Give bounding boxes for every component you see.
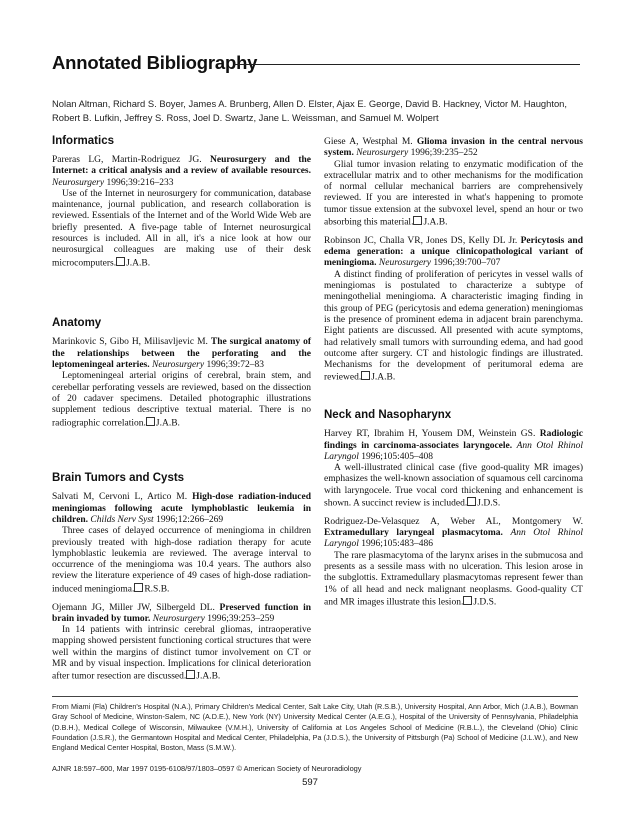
abstract [52, 526, 311, 595]
citation-title: Pericytosis and edema generation: a unique clinicopathological variant of meningioma. [324, 235, 583, 269]
reviewer-initials: J.D.S. [477, 498, 501, 509]
citation-title: Glioma invasion in the central nervous system. [324, 137, 583, 159]
abstract-text: A well-illustrated clinical case (five good-quality MR images) emphasizes the well-known association of squamous cell carcinoma with laryngocele. True vocal cord thickening and enhancement is shown. A succinct review is included. [324, 463, 583, 509]
citation-ref: 1996;39:235–252 [410, 148, 478, 159]
end-mark-icon [134, 583, 143, 592]
citation-title: Neurosurgery and the Internet: a critical analysis and a review of available resources. [52, 155, 311, 177]
abstract [52, 371, 311, 429]
citation [324, 517, 583, 551]
citation-title: Extramedullary laryngeal plasmacytoma. [324, 528, 503, 539]
reviewer-initials: J.A.B. [423, 217, 448, 228]
citation [52, 337, 311, 371]
citation-title: The surgical anatomy of the relationships between the perforating and the leptomeningeal arteries. [52, 337, 312, 371]
citation-ref: 1996;39:72–83 [206, 360, 264, 371]
abstract [324, 160, 583, 229]
bib-entry [52, 492, 311, 595]
bib-entry [52, 155, 311, 269]
abstract-text: Leptomeningeal arterial origins of cerebral, brain stem, and cerebellar perforating vessels are reviewed, based on the dissection of 20 cadaver specimens. Detailed photographic illustrations supplement tedious descriptive textual material. There is no radiographic correlation. [52, 371, 311, 429]
end-mark-icon [467, 497, 476, 506]
reviewer-initials: J.A.B. [155, 418, 180, 429]
bib-entry [52, 337, 311, 429]
abstract [324, 551, 583, 609]
citation-journal: Neurosurgery [52, 177, 105, 188]
citation-authors: Robinson JC, Challa VR, Jones DS, Kelly DL Jr. [324, 235, 518, 246]
bib-entry [324, 137, 583, 229]
end-mark-icon [186, 670, 195, 679]
reviewer-initials: R.S.B. [144, 584, 170, 595]
end-mark-icon [361, 371, 370, 380]
journal-citation-line: AJNR 18:597–600, Mar 1997 0195-6108/97/1803–0597 © American Society of Neuroradiology [52, 764, 362, 773]
abstract-text: Glial tumor invasion relating to enzymatic modification of the extracellular matrix and to other mechanisms for the modification of normal cellular mechanical barriers are comprehensively reviewed. If you are interested in what's happening to promote tumor tissue extension at the subvoxel level, spend an hour or two absorbing this material. [324, 159, 583, 228]
citation [324, 429, 583, 463]
bib-entry [324, 236, 583, 384]
abstract-text: A distinct finding of proliferation of pericytes in vessel walls of meningiomas is postulated to characterize a subtype of meningothelial meningioma. A characteristic imaging finding in this group of PEG (pericytosis and edema generation) meningiomas is the presence of prominent edema in adjacent brain parenchyma. Eight patients are discussed. All presented with acute symptoms, had relatively small tumors with surrounding edema, and had good outcome after surgery. CT and histologic findings are illustrated. Mechanisms for the development of peritumoral edema are reviewed. [324, 269, 583, 383]
citation-authors: Ojemann JG, Miller JW, Silbergeld DL. [52, 602, 215, 613]
end-mark-icon [146, 417, 155, 426]
reviewer-initials: J.A.B. [126, 258, 151, 269]
citation-ref: 1996;105:483–486 [361, 539, 433, 550]
section-heading-neck: Neck and Nasopharynx [324, 409, 452, 422]
left-column [52, 134, 311, 683]
right-column [324, 137, 583, 609]
citation-journal: Neurosurgery [152, 613, 205, 624]
citation [324, 236, 583, 270]
citation-authors: Rodriguez-De-Velasquez A, Weber AL, Montgomery W. [324, 516, 583, 527]
section-heading-informatics: Informatics [52, 135, 114, 147]
affiliations: From Miami (Fla) Children's Hospital (N.A.), Primary Children's Medical Center, Salt Lake City, Utah (R.S.B.), University Hospital, Ann Arbor, Mich (J.A.B.), Bowman Gray School of Medicine, Winston-Salem, NC (A.D.E.), New York (NY) University Medical Center (A.E.G.), Hospital of the University of Pennsylvania, Philadelphia (D.B.H.), Medical College of Wisconsin, Milwaukee (V.M.H.), University of California at Los Angeles School of Medicine (R.B.L.), the Cleveland (Ohio) Clinic Foundation (J.S.R.), the Germantown Hospital and Medical Center, Philadelphia, Pa (J.D.S.), the University of Pittsburgh (Pa) School of Medicine (J.L.W.), and New England Medical Center Hospital, Boston, Mass (S.M.W.). [52, 702, 578, 753]
citation-journal: Ann Otol Rhinol Laryngol [324, 440, 583, 462]
section-heading-anatomy: Anatomy [52, 317, 102, 330]
citation-ref: 1996;39:700–707 [433, 258, 501, 269]
abstract-text: Use of the Internet in neurosurgery for communication, database maintenance, journal publication, and research collaboration is reviewed. Essentials of the Internet and of the World Wide Web are briefly presented. A five-page table of Internet neurosurgical resources is included. All in all, it's a nice look at how our neurosurgical colleagues are making use of their desk microcomputers. [52, 188, 311, 269]
end-mark-icon [413, 216, 422, 225]
section-heading-brain-tumors: Brain Tumors and Cysts [52, 472, 185, 485]
citation-journal: Childs Nerv Syst [90, 514, 154, 525]
citation-ref: 1996;12:266–269 [156, 514, 224, 525]
abstract-text: In 14 patients with intrinsic cerebral gliomas, intraoperative mapping showed persistent functioning cortical structures that were well within the margins of distinct tumor involvement on CT or MR and by visual inspection. Implications for clinical deterioration after tumor resection are discussed. [52, 625, 311, 682]
abstract [52, 625, 311, 683]
end-mark-icon [116, 257, 125, 266]
title-rule [234, 64, 580, 65]
page-title: Annotated Bibliography [52, 52, 258, 73]
citation-journal: Neurosurgery [152, 360, 205, 371]
citation-authors: Harvey RT, Ibrahim H, Yousem DM, Weinstein GS. [324, 429, 536, 440]
citation [52, 603, 311, 626]
page-header [52, 52, 580, 76]
reviewer-initials: J.A.B. [196, 671, 221, 682]
citation-journal: Neurosurgery [356, 148, 409, 159]
abstract [52, 189, 311, 270]
bib-entry [324, 429, 583, 510]
citation-authors: Marinkovic S, Gibo H, Milisavljevic M. [52, 337, 208, 348]
citation-ref: 1996;39:253–259 [207, 613, 275, 624]
abstract-text: Three cases of delayed occurrence of meningioma in children previously treated with high-dose radiation therapy for acute lymphoblastic leukemia are reviewed. The average interval to occurrence of the meningioma was 10.4 years. The authors also review the literature experience of 49 cases of high-dose radiation-induced meningioma. [52, 526, 311, 595]
citation-title: Preserved function in brain invaded by tumor. [52, 602, 311, 624]
citation-ref: 1996;105:405–408 [361, 451, 433, 462]
citation-authors: Giese A, Westphal M. [324, 137, 413, 147]
citation-journal: Neurosurgery [378, 258, 431, 269]
bib-entry [324, 517, 583, 609]
citation [324, 137, 583, 160]
citation [52, 492, 311, 526]
citation-authors: Salvati M, Cervoni L, Artico M. [52, 492, 188, 503]
citation-title: Radiologic findings in carcinoma-associates laryngocele. [324, 429, 583, 451]
abstract-text: The rare plasmacytoma of the larynx arises in the submucosa and presents as a sessile mass with no ulceration. This lesion arose in the subglottis. Extramedullary plasmacytomas represent fewer than 1% of all head and neck malignant neoplasms. Good-quality CT and MR images illustrate this lesion. [324, 550, 583, 608]
reviewer-initials: J.A.B. [371, 372, 396, 383]
citation-ref: 1996;39:216–233 [106, 177, 174, 188]
footer-rule [52, 696, 578, 697]
abstract [324, 270, 583, 384]
reviewer-initials: J.D.S. [473, 597, 497, 608]
citation-authors: Pareras LG, Martin-Rodriguez JG. [52, 155, 202, 165]
citation-title: High-dose radiation-induced meningiomas following acute lymphoblastic leukemia in children. [52, 492, 311, 525]
citation [52, 155, 311, 189]
abstract [324, 463, 583, 510]
page-number: 597 [302, 777, 318, 788]
citation-journal: Ann Otol Rhinol Laryngol [324, 528, 584, 550]
author-list: Nolan Altman, Richard S. Boyer, James A. Brunberg, Allen D. Elster, Ajax E. George, David B. Hackney, Victor M. Haughton, Robert B. Lufkin, Jeffrey S. Ross, Joel D. Swartz, Jane L. Weissman, and Samuel M. Wolpert [52, 98, 567, 123]
end-mark-icon [463, 596, 472, 605]
bib-entry [52, 603, 311, 684]
